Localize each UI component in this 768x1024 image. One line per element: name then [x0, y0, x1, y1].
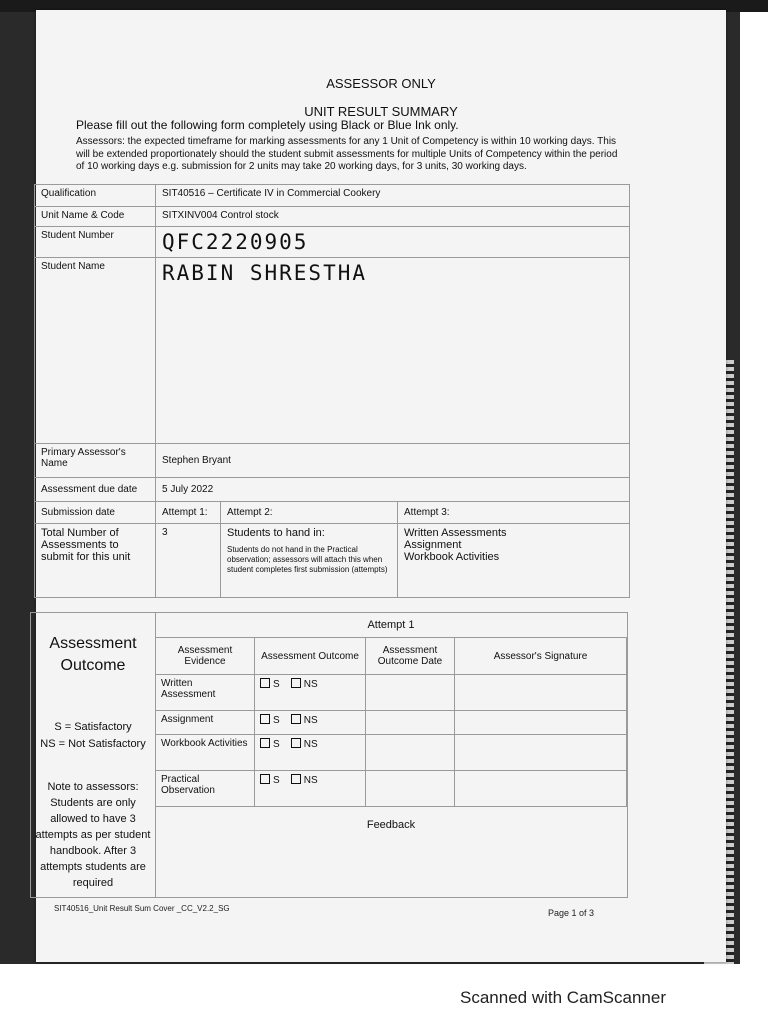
outcome-legend — [31, 613, 156, 897]
attempt-3-cell: Attempt 3: — [398, 502, 630, 524]
header-unit-result-summary: UNIT RESULT SUMMARY — [304, 104, 458, 119]
ns-checkbox[interactable] — [291, 678, 301, 688]
outcome-title: Assessment Outcome — [49, 635, 137, 674]
total-assessments-value: 3 — [156, 524, 221, 598]
ns-label: NS — [303, 715, 318, 726]
table-row — [156, 771, 627, 807]
document-code: SIT40516_Unit Result Sum Cover _CC_V2.2_SG — [54, 904, 230, 913]
signature-cell[interactable] — [455, 675, 627, 711]
column-header: Assessor's Signature — [455, 638, 627, 675]
ns-checkbox[interactable] — [291, 774, 301, 784]
page-number: Page 1 of 3 — [548, 908, 595, 918]
hand-in-item: Assignment — [404, 539, 462, 551]
evidence-name: Practical Observation — [156, 771, 255, 807]
attempt-2-cell: Attempt 2: — [221, 502, 398, 524]
outcome-choice — [255, 675, 366, 711]
table-row — [156, 675, 627, 711]
outcome-choice — [255, 771, 366, 807]
table-row — [156, 735, 627, 771]
due-date-label: Assessment due date — [35, 478, 156, 502]
evidence-name: Written Assessment — [156, 675, 255, 711]
outcome-choice — [255, 711, 366, 735]
assessor-note: Note to assessors: Students are only allowed to have 3 attempts as per student handbook. After 3 attempts students are required — [35, 781, 151, 889]
hand-in-cell — [221, 524, 398, 598]
student-name-value: RABIN SHRESTHA — [156, 258, 630, 444]
outcome-grid — [155, 613, 627, 897]
signature-cell[interactable] — [455, 711, 627, 735]
evidence-name: Assignment — [156, 711, 255, 735]
column-header: Assessment Outcome — [255, 638, 366, 675]
hand-in-items — [398, 524, 630, 598]
unit-info-table — [34, 184, 630, 598]
outcome-date-cell[interactable] — [366, 771, 455, 807]
ns-label: NS — [303, 739, 318, 750]
ns-checkbox[interactable] — [291, 714, 301, 724]
primary-assessor-label: Primary Assessor's Name — [35, 444, 156, 478]
s-checkbox[interactable] — [260, 774, 270, 784]
attempt-1-cell: Attempt 1: — [156, 502, 221, 524]
outcome-table — [155, 637, 627, 807]
header-assessor-only: ASSESSOR ONLY — [326, 76, 436, 91]
satisfactory-definition: S = Satisfactory — [54, 721, 132, 733]
column-header: Assessment Evidence — [156, 638, 255, 675]
ns-checkbox[interactable] — [291, 738, 301, 748]
student-number-label: Student Number — [35, 227, 156, 258]
camscanner-watermark: Scanned with CamScanner — [460, 988, 667, 1007]
due-date-value: 5 July 2022 — [156, 478, 630, 502]
ns-label: NS — [303, 679, 318, 690]
timeframe-note: Assessors: the expected timeframe for marking assessments for any 1 Unit of Competency is within 10 working days. This will be extended proportionately should the student submit assessments for multiple Units of Competency within the period of 10 working days e.g. submission for 2 units may take 20 working days, for 3 units, 30 working days. — [76, 136, 618, 172]
outcome-date-cell[interactable] — [366, 711, 455, 735]
hand-in-item: Workbook Activities — [404, 551, 500, 563]
total-assessments-label: Total Number of Assessments to submit for this unit — [35, 524, 156, 598]
s-label: S — [273, 739, 280, 750]
signature-cell[interactable] — [455, 771, 627, 807]
table-row — [156, 711, 627, 735]
evidence-name: Workbook Activities — [156, 735, 255, 771]
outcome-definitions — [31, 719, 155, 753]
hand-in-label: Students to hand in: — [227, 527, 325, 539]
submission-date-label: Submission date — [35, 502, 156, 524]
s-label: S — [273, 775, 280, 786]
s-label: S — [273, 715, 280, 726]
outcome-choice — [255, 735, 366, 771]
attempt-heading: Attempt 1 — [367, 619, 415, 631]
column-header: Assessment Outcome Date — [366, 638, 455, 675]
s-label: S — [273, 679, 280, 690]
student-name-label: Student Name — [35, 258, 156, 444]
feedback-heading: Feedback — [366, 819, 416, 831]
assessment-outcome-section — [30, 612, 628, 898]
s-checkbox[interactable] — [260, 738, 270, 748]
qualification-label: Qualification — [35, 185, 156, 207]
qualification-value: SIT40516 – Certificate IV in Commercial Cookery — [156, 185, 630, 207]
ns-label: NS — [303, 775, 318, 786]
hand-in-item: Written Assessments — [404, 527, 507, 539]
hand-in-note: Students do not hand in the Practical observation; assessors will attach this when student completes first submission (attempts) — [227, 545, 388, 574]
s-checkbox[interactable] — [260, 678, 270, 688]
ink-instruction: Please fill out the following form completely using Black or Blue Ink only. — [76, 118, 459, 132]
unit-value: SITXINV004 Control stock — [156, 207, 630, 227]
primary-assessor-value: Stephen Bryant — [156, 444, 630, 478]
student-number-value: QFC2220905 — [156, 227, 630, 258]
outcome-date-cell[interactable] — [366, 735, 455, 771]
outcome-date-cell[interactable] — [366, 675, 455, 711]
unit-label: Unit Name & Code — [35, 207, 156, 227]
signature-cell[interactable] — [455, 735, 627, 771]
s-checkbox[interactable] — [260, 714, 270, 724]
not-satisfactory-definition: NS = Not Satisfactory — [40, 738, 146, 750]
